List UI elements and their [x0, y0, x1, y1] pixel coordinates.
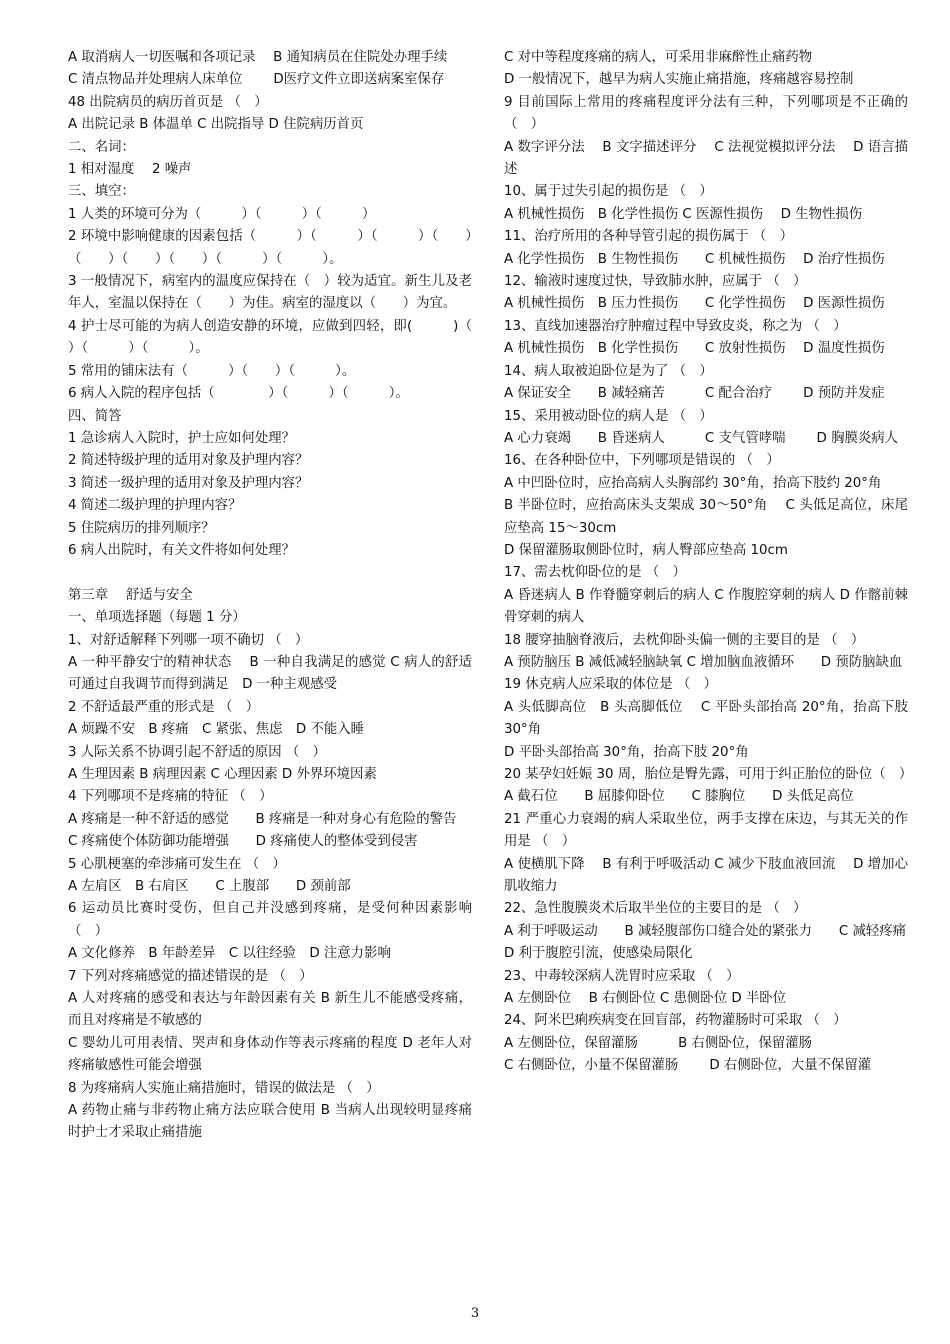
- text-line: B 半卧位时，应抬高床头支架成 30～50°角 C 头低足高位，床尾应垫高 15～30cm: [504, 498, 908, 536]
- text-line: A 左肩区 B 右肩区 C 上腹部 D 颈前部: [68, 879, 351, 895]
- text-line: A 保证安全 B 减轻痛苦 C 配合治疗 D 预防并发症: [504, 386, 885, 402]
- text-line: 9 目前国际上常用的疼痛程度评分法有三种，下列哪项是不正确的 （ ）: [504, 94, 908, 133]
- text-line: A 使横肌下降 B 有利于呼吸活动 C 减少下肢血液回流 D 增加心肌收缩力: [504, 856, 908, 895]
- text-line: A 药物止痛与非药物止痛方法应联合使用 B 当病人出现较明显疼痛时护士才采取止痛措施: [68, 1103, 472, 1141]
- text-line: 2 环境中影响健康的因素包括（ ）（ ）（ ）（ ）（ ）（ ）（ ）（ ）（ ）。: [68, 229, 472, 267]
- text-line: A 头低脚高位 B 头高脚低位 C 平卧头部抬高 20°角，抬高下肢 30°角: [504, 699, 908, 738]
- text-line: 4 简述二级护理的护理内容？: [68, 498, 242, 514]
- text-line: 18 腰穿抽脑脊液后，去枕仰卧头偏一侧的主要目的是 （ ）: [504, 632, 865, 648]
- text-line: 1 人类的环境可分为（ ）（ ）（ ）: [68, 206, 376, 222]
- text-line: 第三章 舒适与安全: [68, 587, 193, 603]
- text-line: A 人对疼痛的感受和表达与年龄因素有关 B 新生儿不能感受疼痛，而且对疼痛是不敏感的: [68, 991, 472, 1029]
- text-line: 5 住院病历的排列顺序？: [68, 520, 215, 536]
- text-line: A 机械性损伤 B 压力性损伤 C 化学性损伤 D 医源性损伤: [504, 296, 885, 312]
- text-line: 1 急诊病人入院时，护士应如何处理？: [68, 430, 296, 446]
- text-line: 1 相对湿度 2 噪声: [68, 162, 192, 178]
- text-line: 12、输液时速度过快，导致肺水肿，应属于 （ ）: [504, 274, 807, 290]
- text-line: A 心力衰竭 B 昏迷病人 C 支气管哮喘 D 胸膜炎病人: [504, 430, 899, 446]
- text-line: 24、阿米巴痢疾病变在回盲部，药物灌肠时可采取 （ ）: [504, 1013, 847, 1029]
- text-line: 6 病人出院时，有关文件将如何处理？: [68, 542, 296, 558]
- text-line: A 文化修养 B 年龄差异 C 以往经验 D 注意力影响: [68, 946, 391, 962]
- text-line: 6 运动员比赛时受伤，但自己并没感到疼痛，是受何种因素影响（ ）: [68, 901, 472, 939]
- text-line: [68, 562, 472, 584]
- text-line: A 数字评分法 B 文字描述评分 C 法视觉模拟评分法 D 语言描述: [504, 139, 908, 178]
- text-line: 一、单项选择题（每题 1 分）: [68, 610, 246, 626]
- text-line: A 截石位 B 屈膝仰卧位 C 膝胸位 D 头低足高位: [504, 789, 854, 805]
- text-line: A 机械性损伤 B 化学性损伤 C 医源性损伤 D 生物性损伤: [504, 206, 863, 222]
- text-line: 8 为疼痛病人实施止痛措施时，错误的做法是 （ ）: [68, 1080, 380, 1096]
- text-line: 11、治疗所用的各种导管引起的损伤属于 （ ）: [504, 229, 794, 245]
- text-line: 4 下列哪项不是疼痛的特征 （ ）: [68, 789, 273, 805]
- text-line: C 对中等程度疼痛的病人，可采用非麻醉性止痛药物: [504, 50, 813, 65]
- text-line: 二、名词：: [68, 139, 135, 155]
- text-line: 16、在各种卧位中，下列哪项是错误的 （ ）: [504, 453, 780, 469]
- text-line: A 烦躁不安 B 疼痛 C 紧张、焦虑 D 不能入睡: [68, 722, 365, 738]
- text-line: 48 出院病员的病历首页是 （ ）: [68, 94, 268, 110]
- text-line: A 疼痛是一种不舒适的感觉 B 疼痛是一种对身心有危险的警告: [68, 811, 457, 827]
- text-line: 3 人际关系不协调引起不舒适的原因 （ ）: [68, 744, 327, 760]
- text-line: A 机械性损伤 B 化学性损伤 C 放射性损伤 D 温度性损伤: [504, 341, 885, 357]
- text-line: 22、急性腹膜炎术后取半坐位的主要目的是 （ ）: [504, 901, 807, 917]
- text-line: 四、简答: [68, 408, 122, 424]
- text-line: 13、直线加速器治疗肿瘤过程中导致皮炎，称之为 （ ）: [504, 318, 847, 334]
- text-line: 6 病人入院的程序包括（ ）（ ）（ ）。: [68, 386, 409, 402]
- text-line: 3 一般情况下，病室内的温度应保持在（ ）较为适宜。新生儿及老年人，室温以保持在（ ）为佳。病室的湿度以（ ）为宜。: [68, 274, 472, 312]
- text-line: 10、属于过失引起的损伤是 （ ）: [504, 184, 713, 200]
- text-line: 19 休克病人应采取的体位是 （ ）: [504, 677, 718, 693]
- left-column: [68, 47, 513, 1145]
- text-line: 7 下列对疼痛感觉的描述错误的是 （ ）: [68, 968, 313, 984]
- text-line: A 利于呼吸运动 B 减轻腹部伤口缝合处的紧张力 C 减轻疼痛: [504, 923, 907, 939]
- text-line: 14、病人取被迫卧位是为了 （ ）: [504, 363, 713, 379]
- text-line: A 昏迷病人 B 作脊髓穿刺后的病人 C 作腹腔穿刺的病人 D 作髂前棘骨穿刺的病人: [504, 587, 908, 626]
- text-line: 4 护士尽可能的为病人创造安静的环境，应做到四轻，即( )（ ）（ ）（ ）。: [68, 318, 513, 357]
- text-line: C 右侧卧位，小量不保留灌肠 D 右侧卧位，大量不保留灌: [504, 1058, 872, 1074]
- text-line: A 化学性损伤 B 生物性损伤 C 机械性损伤 D 治疗性损伤: [504, 251, 885, 267]
- text-line: 3 简述一级护理的适用对象及护理内容？: [68, 475, 309, 491]
- text-line: D 一般情况下，越早为病人实施止痛措施，疼痛越容易控制: [504, 72, 854, 88]
- text-line: 2 不舒适最严重的形式是 （ ）: [68, 699, 260, 715]
- text-line: A 左侧卧位 B 右侧卧位 C 患侧卧位 D 半卧位: [504, 991, 787, 1007]
- text-line: 2 简述特级护理的适用对象及护理内容？: [68, 453, 309, 469]
- right-column: [504, 47, 913, 1078]
- text-line: C 疼痛使个体防御功能增强 D 疼痛使人的整体受到侵害: [68, 834, 418, 850]
- text-line: D 平卧头部抬高 30°角，抬高下肢 20°角: [504, 744, 749, 760]
- text-line: 23、中毒较深病人洗胃时应采取 （ ）: [504, 968, 740, 984]
- text-line: 17、需去枕仰卧位的是 （ ）: [504, 565, 686, 581]
- text-line: A 预防脑压 B 减低减轻脑缺氧 C 增加脑血液循环 D 预防脑缺血: [504, 654, 903, 670]
- text-line: 20 某孕妇妊娠 30 周，胎位是臀先露，可用于纠正胎位的卧位（ ）: [504, 767, 913, 782]
- text-line: A 左侧卧位，保留灌肠 B 右侧卧位，保留灌肠: [504, 1035, 813, 1051]
- text-line: A 中凹卧位时，应抬高病人头胸部约 30°角，抬高下肢约 20°角: [504, 475, 882, 491]
- text-line: D 利于腹腔引流，使感染局限化: [504, 946, 693, 962]
- text-line: 15、采用被动卧位的病人是 （ ）: [504, 408, 713, 424]
- text-line: C 清点物品并处理病人床单位 D医疗文件立即送病案室保存: [68, 72, 445, 88]
- text-line: A 取消病人一切医嘱和各项记录 B 通知病员在住院处办理手续: [68, 50, 448, 65]
- text-line: 1、对舒适解释下列哪一项不确切 （ ）: [68, 632, 309, 648]
- text-line: A 出院记录 B 体温单 C 出院指导 D 住院病历首页: [68, 117, 364, 133]
- text-line: A 一种平静安宁的精神状态 B 一种自我满足的感觉 C 病人的舒适可通过自我调节而得到满足 D 一种主观感受: [68, 654, 472, 693]
- text-line: 5 心肌梗塞的牵涉痛可发生在 （ ）: [68, 856, 286, 872]
- text-line: 21 严重心力衰竭的病人采取坐位，两手支撑在床边，与其无关的作用是 （ ）: [504, 811, 908, 850]
- text-line: A 生理因素 B 病理因素 C 心理因素 D 外界环境因素: [68, 766, 377, 782]
- text-line: 三、填空：: [68, 184, 135, 200]
- text-line: C 婴幼儿可用表情、哭声和身体动作等表示疼痛的程度 D 老年人对疼痛敏感性可能会增强: [68, 1035, 472, 1074]
- page-number: 3: [470, 1306, 480, 1321]
- text-line: 5 常用的铺床法有（ ）（ ）（ ）。: [68, 363, 356, 379]
- text-line: D 保留灌肠取侧卧位时，病人臀部应垫高 10cm: [504, 542, 788, 558]
